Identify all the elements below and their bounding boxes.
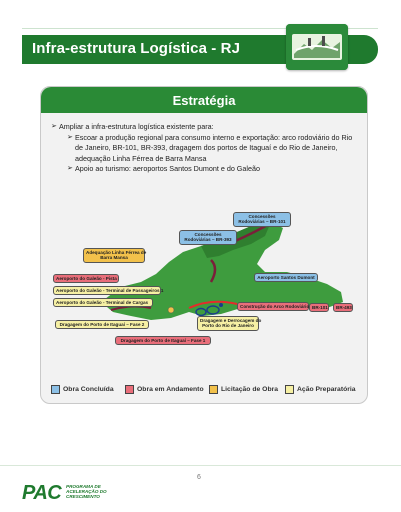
pac-subtitle: PROGRAMA DE ACELERAÇÃO DO CRESCIMENTO (66, 484, 107, 500)
header-logo (286, 24, 348, 70)
label-dragagem-rio: Dragagem e Derrocagem do Porto do Rio de Janeiro (197, 316, 259, 331)
label-itaguai-fase2: Dragagem do Porto de Itaguaí – Fase 2 (55, 320, 149, 329)
rj-map (51, 212, 357, 357)
pac-logo (22, 482, 132, 506)
legend-item-concluida (51, 385, 114, 394)
bullet-tourism: ➢ Apoio ao turismo: aeroportos Santos Dumont e do Galeão (67, 164, 357, 175)
label-galeao-cargas: Aeroporto do Galeão - Terminal de Cargas (53, 298, 153, 307)
legend-swatch-blue (51, 385, 60, 394)
strategy-content (51, 122, 357, 175)
label-concessoes-br101: Concessões Rodoviárias – BR-101 (233, 212, 291, 227)
label-barra-mansa-rail: Adequação Linha Férrea de Barra Mansa (83, 248, 145, 263)
bullet-main: ➢ Ampliar a infra-estrutura logística existente para: (51, 122, 357, 133)
page-title: Infra-estrutura Logística - RJ (32, 40, 241, 57)
page-number: 6 (197, 474, 201, 481)
bullet-export: ➢ Escoar a produção regional para consumo interno e exportação: arco rodoviário do Rio de Janeiro, BR-101, BR-393, dragagem dos portos de Itaguaí e do Rio de Janeiro, adequação Linha Férrea de Barra Mansa (67, 133, 357, 165)
map-legend (51, 385, 357, 395)
legend-swatch-orange (209, 385, 218, 394)
legend-item-andamento (125, 385, 204, 394)
logo-graphic (286, 24, 348, 70)
legend-item-licitacao (209, 385, 278, 394)
legend-label: Licitação de Obra (221, 386, 279, 393)
card-header (41, 87, 367, 113)
footer-divider (0, 465, 401, 466)
label-arco-rodoviario: Construção do Arco Rodoviário (237, 302, 309, 311)
legend-label: Obra Concluída (63, 386, 114, 393)
legend-label: Obra em Andamento (137, 386, 204, 393)
label-concessoes-br393: Concessões Rodoviárias – BR-393 (179, 230, 237, 245)
label-santos-dumont: Aeroporto Santos Dumont (254, 273, 318, 282)
label-itaguai-fase1: Dragagem do Porto de Itaguaí – Fase 1 (115, 336, 211, 345)
pac-wordmark: PAC (22, 482, 62, 504)
label-br101: BR-101 (309, 303, 329, 312)
legend-swatch-red (125, 385, 134, 394)
label-galeao-pista: Aeroporto do Galeão - Pista (53, 274, 119, 283)
strategy-card (40, 86, 368, 404)
section-title: Estratégia (172, 93, 236, 108)
label-br493: BR-493 (333, 303, 353, 312)
label-galeao-passageiros: Aeroporto do Galeão - Terminal de Passageiros 1 (53, 286, 161, 295)
legend-item-preparatoria (285, 385, 356, 394)
legend-label: Ação Preparatória (297, 386, 356, 393)
legend-swatch-yellow (285, 385, 294, 394)
